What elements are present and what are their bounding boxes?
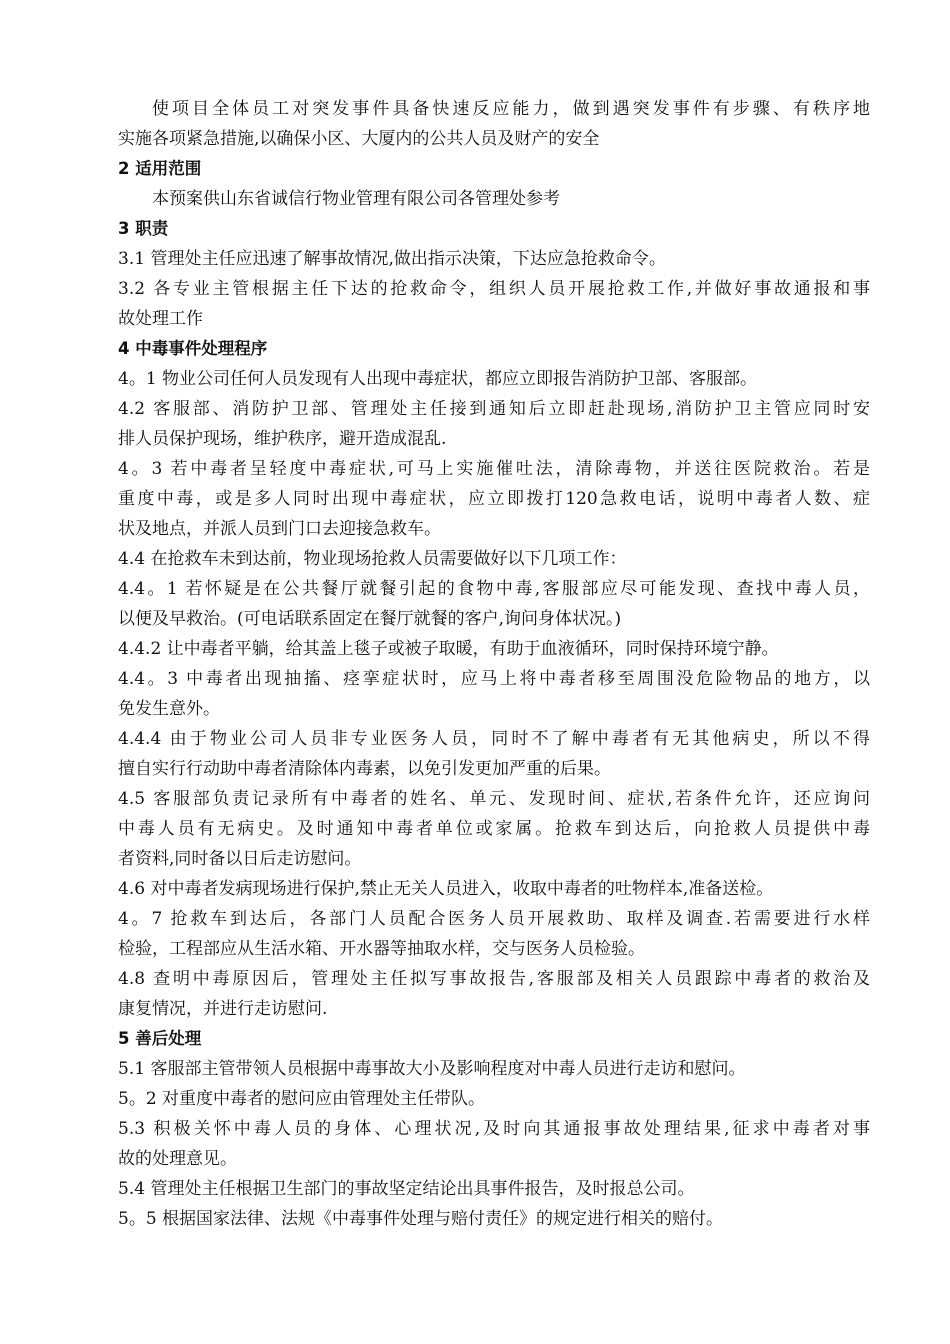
paragraph-line: 康复情况，并进行走访慰问. — [118, 999, 328, 1019]
paragraph-line: 者资料,同时备以日后走访慰问。 — [118, 849, 362, 869]
paragraph-line: 4.4。1 若怀疑是在公共餐厅就餐引起的食物中毒,客服部应尽可能发现、查找中毒人员， — [118, 579, 870, 599]
paragraph-line: 5。2 对重度中毒者的慰问应由管理处主任带队。 — [118, 1089, 486, 1109]
paragraph-line: 免发生意外。 — [118, 699, 220, 719]
paragraph-line: 4.4.4 由于物业公司人员非专业医务人员，同时不了解中毒者有无其他病史，所以不得 — [118, 729, 870, 749]
paragraph-line: 中毒人员有无病史。及时通知中毒者单位或家属。抢救车到达后，向抢救人员提供中毒 — [118, 819, 870, 839]
document-body — [118, 94, 870, 1234]
paragraph-line: 排人员保护现场，维护秩序，避开造成混乱. — [118, 429, 447, 449]
paragraph-line: 4.4.2 让中毒者平躺，给其盖上毯子或被子取暖，有助于血液循环，同时保持环境宁静。 — [118, 639, 779, 659]
paragraph-line: 使项目全体员工对突发事件具备快速反应能力，做到遇突发事件有步骤、有秩序地 — [152, 99, 870, 119]
paragraph-line: 4.4 在抢救车未到达前，物业现场抢救人员需要做好以下几项工作： — [118, 549, 627, 569]
section-heading: 3 职责 — [118, 219, 169, 238]
paragraph-line: 4.8 查明中毒原因后，管理处主任拟写事故报告,客服部及相关人员跟踪中毒者的救治及 — [118, 969, 870, 989]
paragraph-line: 3.1 管理处主任应迅速了解事故情况,做出指示决策，下达应急抢救命令。 — [118, 249, 666, 269]
section-heading: 4 中毒事件处理程序 — [118, 339, 268, 358]
paragraph-line: 4。1 物业公司任何人员发现有人出现中毒症状，都应立即报告消防护卫部、客服部。 — [118, 369, 758, 389]
paragraph-line: 本预案供山东省诚信行物业管理有限公司各管理处参考 — [152, 189, 560, 209]
paragraph-line: 4.6 对中毒者发病现场进行保护,禁止无关人员进入，收取中毒者的吐物样本,准备送检。 — [118, 879, 774, 899]
paragraph-line: 故处理工作 — [118, 309, 203, 329]
paragraph-line: 重度中毒，或是多人同时出现中毒症状，应立即拨打120急救电话，说明中毒者人数、症 — [118, 489, 870, 509]
paragraph-line: 5.4 管理处主任根据卫生部门的事故坚定结论出具事件报告，及时报总公司。 — [118, 1179, 695, 1199]
paragraph-line: 检验，工程部应从生活水箱、开水器等抽取水样，交与医务人员检验。 — [118, 939, 645, 959]
paragraph-line: 4。3 若中毒者呈轻度中毒症状,可马上实施催吐法，清除毒物，并送往医院救治。若是 — [118, 459, 870, 479]
section-heading: 5 善后处理 — [118, 1029, 202, 1048]
paragraph-line: 5.3 积极关怀中毒人员的身体、心理状况,及时向其通报事故处理结果,征求中毒者对事 — [118, 1119, 870, 1139]
paragraph-line: 4.5 客服部负责记录所有中毒者的姓名、单元、发现时间、症状,若条件允许，还应询问 — [118, 789, 870, 809]
paragraph-line: 故的处理意见。 — [118, 1149, 237, 1169]
paragraph-line: 5。5 根据国家法律、法规《中毒事件处理与赔付责任》的规定进行相关的赔付。 — [118, 1209, 724, 1229]
paragraph-line: 擅自实行行动助中毒者清除体内毒素，以免引发更加严重的后果。 — [118, 759, 611, 779]
paragraph-line: 以便及早救治。(可电话联系固定在餐厅就餐的客户,询问身体状况。) — [118, 609, 622, 629]
section-heading: 2 适用范围 — [118, 159, 202, 178]
paragraph-line: 3.2 各专业主管根据主任下达的抢救命令，组织人员开展抢救工作,并做好事故通报和事 — [118, 279, 870, 299]
paragraph-line: 5.1 客服部主管带领人员根据中毒事故大小及影响程度对中毒人员进行走访和慰问。 — [118, 1059, 746, 1079]
paragraph-line: 状及地点，并派人员到门口去迎接急救车。 — [118, 519, 441, 539]
paragraph-line: 4.2 客服部、消防护卫部、管理处主任接到通知后立即赶赴现场,消防护卫主管应同时安 — [118, 399, 870, 419]
paragraph-line: 4。7 抢救车到达后，各部门人员配合医务人员开展救助、取样及调查.若需要进行水样 — [118, 909, 870, 929]
paragraph-line: 实施各项紧急措施,以确保小区、大厦内的公共人员及财产的安全 — [118, 129, 600, 149]
paragraph-line: 4.4。3 中毒者出现抽搐、痉挛症状时，应马上将中毒者移至周围没危险物品的地方，以 — [118, 669, 870, 689]
